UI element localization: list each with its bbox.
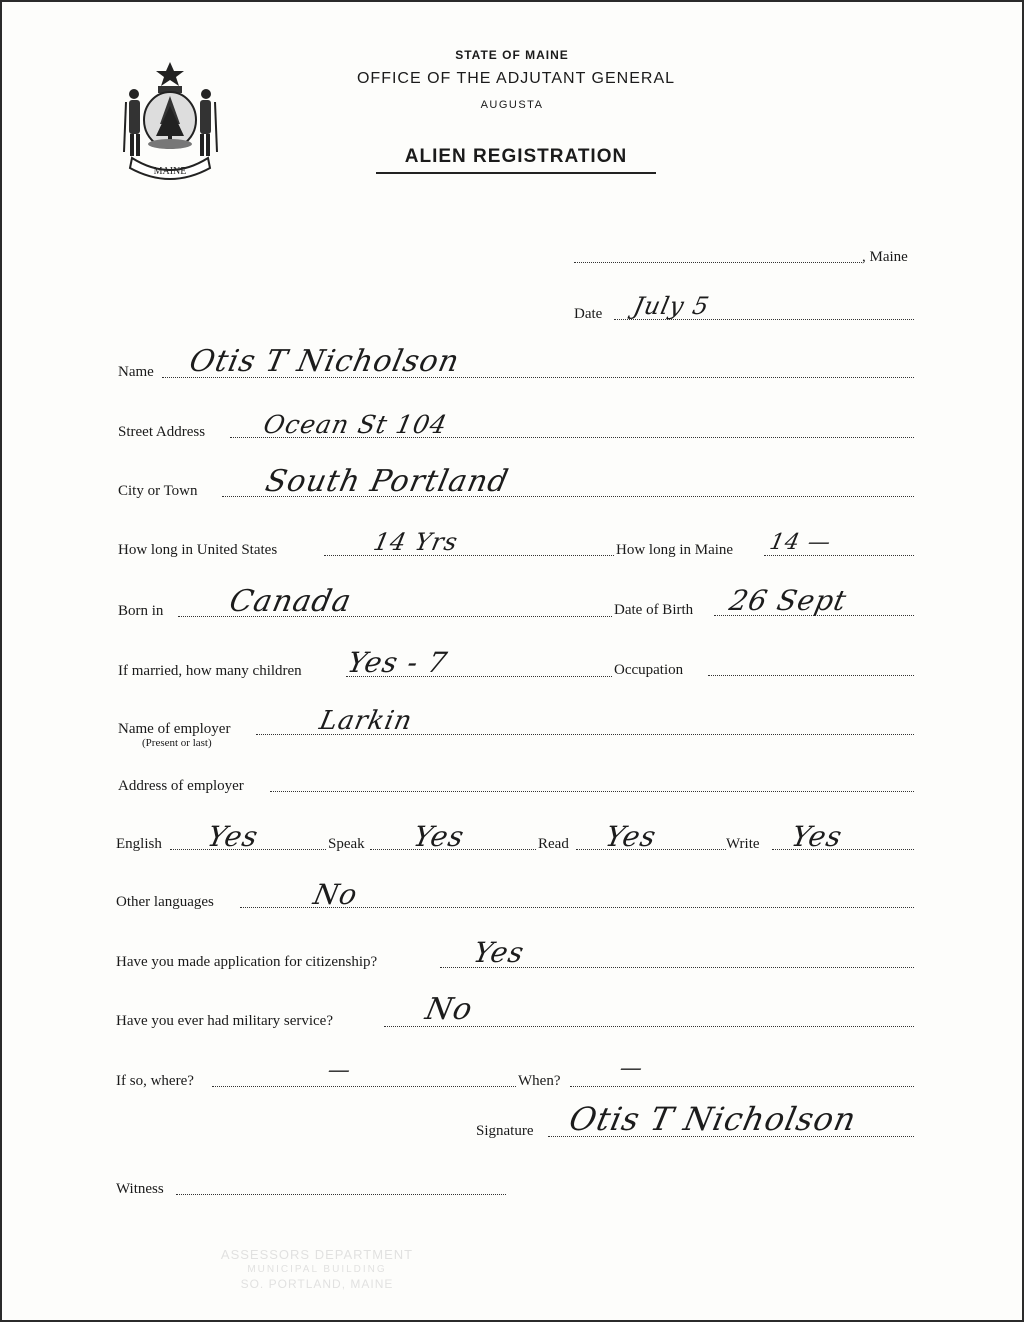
city-label: City or Town: [118, 483, 198, 499]
how-long-maine-line: [764, 555, 914, 556]
city-value: South Portland: [262, 464, 513, 499]
if-so-where-value: —: [325, 1058, 354, 1083]
employer-address-line: [270, 791, 914, 792]
date-of-birth-value: 26 Sept: [726, 584, 850, 617]
born-in-label: Born in: [118, 603, 164, 619]
born-in-value: Canada: [226, 584, 355, 619]
employer-value: Larkin: [316, 706, 416, 736]
signature-label: Signature: [476, 1123, 534, 1139]
form-title: ALIEN REGISTRATION: [404, 146, 628, 167]
how-long-us-label: How long in United States: [118, 542, 278, 558]
stamp-line-3: SO. PORTLAND, MAINE: [240, 1277, 394, 1291]
street-address-value: Ocean St 104: [260, 410, 451, 439]
citizenship-label: Have you made application for citizenship?: [116, 954, 378, 970]
when-label: When?: [518, 1073, 561, 1089]
read-label: Read: [538, 836, 569, 852]
other-languages-label: Other languages: [116, 894, 214, 910]
occupation-line: [708, 675, 914, 676]
how-long-maine-value: 14 —: [767, 530, 834, 555]
read-value: Yes: [602, 820, 660, 853]
if-so-where-label: If so, where?: [116, 1073, 194, 1089]
assessors-stamp: [192, 1247, 442, 1292]
english-value: Yes: [204, 820, 262, 853]
how-long-maine-label: How long in Maine: [616, 542, 734, 558]
date-of-birth-label: Date of Birth: [614, 602, 694, 618]
town-line: [574, 262, 862, 263]
header-state: STATE OF MAINE: [455, 48, 569, 62]
stamp-line-2: MUNICIPAL BUILDING: [247, 1264, 387, 1275]
english-label: English: [116, 836, 162, 852]
write-label: Write: [726, 836, 760, 852]
name-label: Name: [118, 364, 154, 380]
street-address-label: Street Address: [118, 424, 206, 440]
employer-label: Name of employer: [118, 721, 231, 737]
occupation-label: Occupation: [614, 662, 684, 678]
witness-label: Witness: [116, 1181, 164, 1197]
how-long-us-value: 14 Yrs: [371, 528, 461, 556]
write-value: Yes: [788, 820, 846, 853]
date-label: Date: [574, 306, 603, 322]
witness-line: [176, 1194, 506, 1195]
when-line: [570, 1086, 914, 1087]
if-so-where-line: [212, 1086, 516, 1087]
other-languages-value: No: [310, 878, 361, 911]
name-value: Otis T Nicholson: [186, 344, 463, 379]
employer-address-label: Address of employer: [118, 778, 244, 794]
speak-label: Speak: [328, 836, 365, 852]
speak-value: Yes: [410, 820, 468, 853]
employer-note: (Present or last): [142, 737, 212, 749]
date-value: July 5: [631, 292, 713, 320]
header-office: OFFICE OF THE ADJUTANT GENERAL: [356, 70, 676, 87]
citizenship-value: Yes: [470, 936, 528, 969]
married-children-value: Yes - 7: [344, 646, 451, 679]
military-label: Have you ever had military service?: [116, 1013, 333, 1029]
military-value: No: [422, 992, 477, 1027]
title-underline: [376, 172, 656, 174]
signature-value: Otis T Nicholson: [565, 1100, 861, 1138]
maine-label: , Maine: [862, 249, 908, 265]
how-long-us-line: [324, 555, 614, 556]
header-city: AUGUSTA: [480, 99, 544, 111]
married-children-label: If married, how many children: [118, 663, 302, 679]
when-value: —: [617, 1056, 646, 1081]
svg-text:MAINE: MAINE: [153, 166, 187, 177]
stamp-line-1: ASSESSORS DEPARTMENT: [220, 1247, 414, 1262]
